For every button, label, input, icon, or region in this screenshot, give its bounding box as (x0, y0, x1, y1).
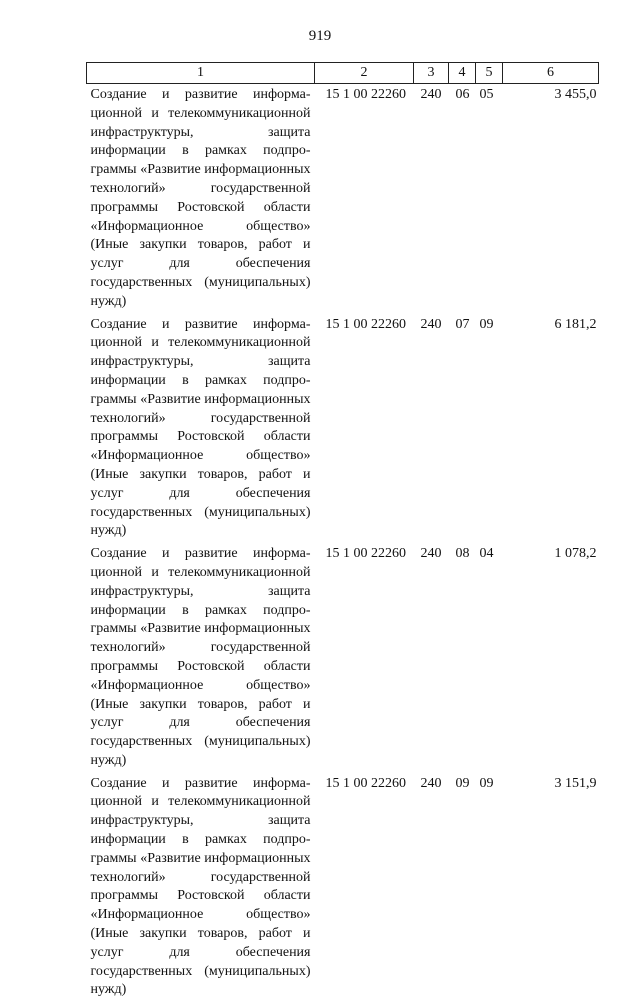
row-amount: 3 455,0 (554, 87, 597, 102)
row-subsection: 04 (479, 546, 494, 562)
row-amount: 6 181,2 (554, 316, 597, 332)
row-target-code: 15 1 00 22260 (325, 775, 406, 791)
row-amount: 1 078,2 (554, 546, 597, 562)
row-subsection: 09 (479, 316, 494, 332)
row-target-code: 15 1 00 22260 (325, 316, 406, 332)
row-target-code: 15 1 00 22260 (325, 87, 406, 102)
header-col-6: 6 (503, 63, 599, 84)
row-target-code: 15 1 00 22260 (325, 546, 406, 562)
row-description: Создание и развитие информационной и телекоммуникационной инфраструктуры, защита информации в рамках подпрограммы «Развитие информационных технологий» государственной программы Ростовской области «Информационное общество» (Иные закупки товаров, работ и услуг для обеспечения государственных (муниципальных) нужд) (90, 546, 311, 768)
row-expense-type: 240 (420, 546, 442, 562)
row-expense-type: 240 (420, 316, 442, 332)
row-description: Создание и развитие информационной и телекоммуникационной инфраструктуры, защита информации в рамках подпрограммы «Развитие информационных технологий» государственной программы Ростовской области «Информационное общество» (Иные закупки товаров, работ и услуг для обеспечения государственных (муниципальных) нужд) (90, 87, 311, 309)
table-row (87, 543, 599, 773)
header-col-2: 2 (315, 63, 414, 84)
table-row (87, 773, 599, 1002)
header-col-5: 5 (476, 63, 503, 84)
row-section: 08 (455, 546, 470, 562)
table-row (87, 84, 599, 314)
row-expense-type: 240 (420, 87, 442, 102)
budget-table (86, 62, 599, 1002)
row-description: Создание и развитие информационной и телекоммуникационной инфраструктуры, защита информации в рамках подпрограммы «Развитие информационных технологий» государственной программы Ростовской области «Информационное общество» (Иные закупки товаров, работ и услуг для обеспечения государственных (муниципальных) нужд) (90, 316, 311, 539)
row-description: Создание и развитие информационной и телекоммуникационной инфраструктуры, защита информации в рамках подпрограммы «Развитие информационных технологий» государственной программы Ростовской области «Информационное общество» (Иные закупки товаров, работ и услуг для обеспечения государственных (муниципальных) нужд) (90, 775, 311, 998)
row-section: 06 (455, 87, 470, 102)
row-section: 07 (455, 316, 470, 332)
header-row (87, 63, 599, 84)
header-col-3: 3 (414, 63, 449, 84)
row-amount: 3 151,9 (554, 775, 597, 791)
row-section: 09 (455, 775, 470, 791)
header-col-1: 1 (87, 63, 315, 84)
row-expense-type: 240 (420, 775, 442, 791)
row-subsection: 09 (479, 775, 494, 791)
table-row (87, 314, 599, 544)
page-number: 919 (308, 28, 332, 44)
header-col-4: 4 (449, 63, 476, 84)
row-subsection: 05 (479, 87, 494, 102)
